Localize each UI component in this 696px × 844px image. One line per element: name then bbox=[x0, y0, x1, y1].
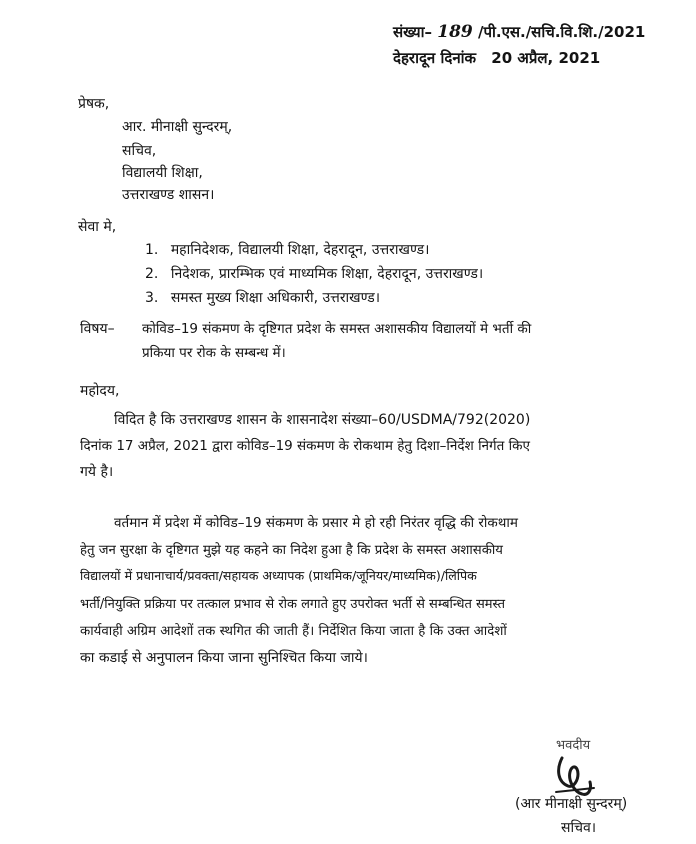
paragraph-2-line: भर्ती/नियुक्ति प्रक्रिया पर तत्काल प्रभाव से रोक लगाते हुए उपरोक्त भर्ती से सम्बन्धित समस्त bbox=[80, 597, 506, 612]
reference-label: संख्या– bbox=[393, 23, 433, 41]
recipient-item-3 bbox=[145, 288, 380, 307]
reference-number-handwritten: 189 bbox=[437, 22, 473, 42]
salutation: महोदय, bbox=[80, 383, 120, 399]
recipient-text: महानिदेशक, विद्यालयी शिक्षा, देहरादून, उत्तराखण्ड। bbox=[170, 242, 430, 258]
date-label: देहरादून दिनांक bbox=[393, 49, 477, 67]
paragraph-1-line: गये है। bbox=[80, 464, 114, 480]
paragraph-2-line: का कडाई से अनुपालन किया जाना सुनिश्चित किया जाये। bbox=[80, 650, 368, 666]
recipient-item-1 bbox=[145, 240, 429, 259]
closing-yours: भवदीय bbox=[556, 738, 591, 753]
subject-line-1: कोविड–19 संकमण के दृष्टिगत प्रदेश के समस्त अशासकीय विद्यालयों मे भर्ती की bbox=[142, 321, 532, 337]
recipient-text: समस्त मुख्य शिक्षा अधिकारी, उत्तराखण्ड। bbox=[170, 290, 381, 306]
paragraph-1-line: दिनांक 17 अप्रैल, 2021 द्वारा कोविड–19 संकमण के रोकथाम हेतु दिशा–निर्देश निर्गत किए bbox=[80, 438, 530, 454]
sender-label: प्रेषक, bbox=[78, 96, 110, 112]
closing-name: (आर मीनाक्षी सुन्दरम्) bbox=[515, 796, 628, 812]
paragraph-2-line: कार्यवाही अग्रिम आदेशों तक स्थगित की जाती हैं। निर्देशित किया जाता है कि उक्त आदेशों bbox=[80, 624, 507, 639]
recipient-number: 3. bbox=[145, 290, 159, 306]
recipient-item-2 bbox=[145, 264, 483, 283]
recipients-label: सेवा मे, bbox=[78, 219, 117, 235]
paragraph-2-line: विद्यालयों में प्रधानाचार्य/प्रवक्ता/सहायक अध्यापक (प्राथमिक/जूनियर/माध्यमिक)/लिपिक bbox=[80, 568, 477, 583]
recipient-number: 2. bbox=[145, 266, 159, 282]
sender-name: आर. मीनाक्षी सुन्दरम्, bbox=[122, 119, 233, 135]
letter-date bbox=[393, 48, 600, 68]
sender-government: उत्तराखण्ड शासन। bbox=[122, 187, 215, 203]
paragraph-2-line: हेतु जन सुरक्षा के दृष्टिगत मुझे यह कहने का निदेश हुआ है कि प्रदेश के समस्त अशासकीय bbox=[80, 543, 503, 558]
recipient-number: 1. bbox=[145, 242, 159, 258]
recipient-text: निदेशक, प्रारम्भिक एवं माध्यमिक शिक्षा, देहरादून, उत्तराखण्ड। bbox=[170, 266, 484, 282]
reference-number bbox=[393, 22, 645, 42]
closing-designation: सचिव। bbox=[561, 820, 597, 836]
paragraph-1-line: विदित है कि उत्तराखण्ड शासन के शासनादेश संख्या–60/USDMA/792(2020) bbox=[114, 412, 531, 428]
paragraph-2-line: वर्तमान में प्रदेश में कोविड–19 संकमण के प्रसार मे हो रही निरंतर वृद्धि की रोकथाम bbox=[114, 515, 518, 531]
reference-suffix: /पी.एस./सचि.वि.शि./2021 bbox=[477, 23, 646, 41]
subject-line-2: प्रकिया पर रोक के सम्बन्ध में। bbox=[142, 345, 286, 361]
subject-label: विषय– bbox=[80, 321, 115, 337]
sender-designation: सचिव, bbox=[122, 143, 157, 159]
paragraph-1 bbox=[80, 410, 672, 488]
sender-department: विद्यालयी शिक्षा, bbox=[122, 165, 203, 181]
date-value: 20 अप्रैल, 2021 bbox=[491, 49, 601, 67]
paragraph-2 bbox=[80, 513, 672, 675]
